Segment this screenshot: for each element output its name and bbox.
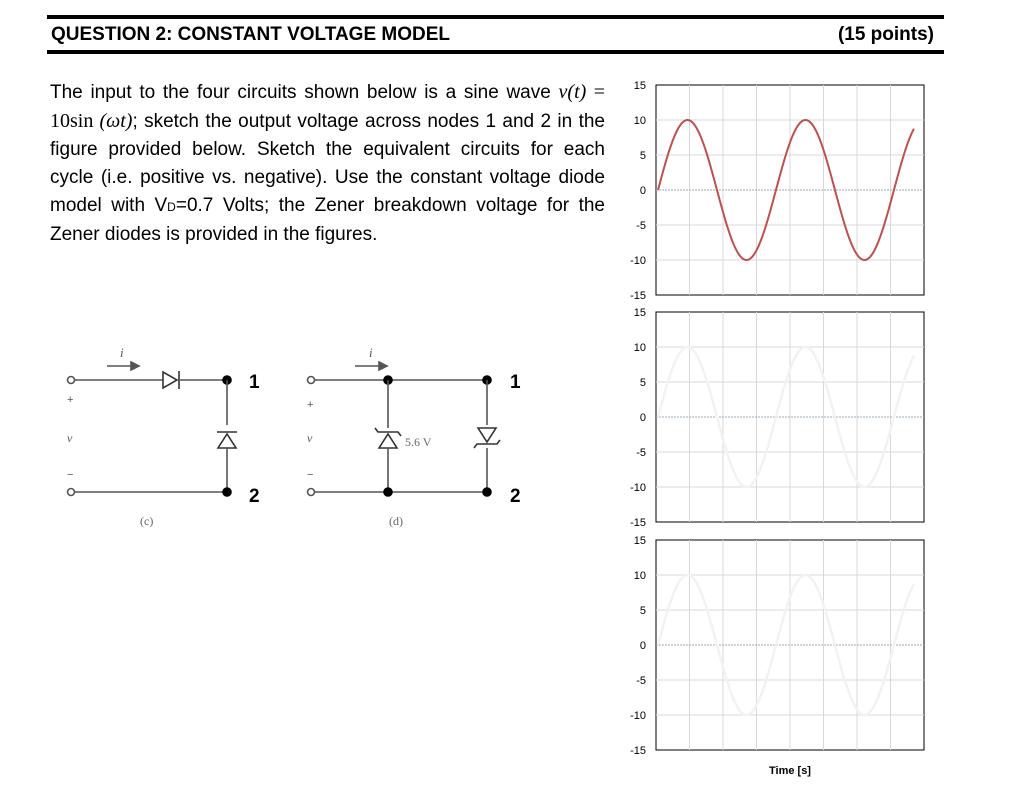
question-body	[50, 78, 605, 249]
y-tick-label: 0	[639, 185, 646, 197]
current-arrowhead	[131, 362, 139, 370]
y-tick-label: -10	[630, 255, 646, 267]
top-rule	[47, 15, 944, 19]
input-terminal-plus-c	[68, 377, 75, 384]
y-tick-label: 10	[633, 115, 646, 127]
circuit-label-d: (d)	[389, 514, 403, 528]
y-tick-label: -15	[630, 745, 646, 757]
vd-subscript: D	[167, 200, 176, 214]
body-text-2: ; sketch the output voltage across nodes 1 and 2 in the figure provided below. Sketch the equivalent circuits for each cycle (i.e. positive vs. negative). Use the constant voltage diode model with V	[50, 111, 605, 216]
x-axis-label: Time [s]	[769, 765, 811, 777]
current-arrowhead	[379, 362, 387, 370]
math-v: v	[558, 81, 568, 103]
node-dot	[384, 488, 392, 496]
source-label-c: v	[67, 431, 73, 445]
y-tick-label: -5	[636, 220, 646, 232]
circuit-d	[308, 362, 501, 496]
y-tick-label: -10	[630, 710, 646, 722]
plus-sign-d: +	[307, 399, 314, 411]
y-tick-label: 15	[633, 80, 646, 92]
circuit-c	[68, 362, 238, 496]
question-points: (15 points)	[837, 24, 934, 45]
question-title: QUESTION 2: CONSTANT VOLTAGE MODEL	[51, 24, 450, 45]
math-equals: =	[586, 81, 605, 103]
y-tick-label: -15	[630, 517, 646, 529]
node-2-label-c: 2	[249, 486, 260, 507]
y-tick-label: 5	[639, 605, 646, 617]
source-label-d: v	[307, 431, 313, 445]
node-dot	[483, 488, 491, 496]
node-1-label-d: 1	[510, 372, 521, 393]
y-tick-label: 5	[639, 150, 646, 162]
y-tick-label: 10	[633, 342, 646, 354]
zener-diode-icon	[379, 434, 397, 448]
node-dot	[223, 488, 231, 496]
circuit-label-c: (c)	[140, 514, 154, 528]
input-terminal-minus-c	[68, 489, 75, 496]
y-tick-label: -10	[630, 482, 646, 494]
circuit-diagrams	[55, 300, 595, 540]
node-2-label-d: 2	[510, 486, 521, 507]
body-text-1: The input to the four circuits shown below is a sine wave	[50, 82, 559, 103]
input-terminal-minus-d	[308, 489, 315, 496]
current-label-c: i	[120, 345, 124, 360]
y-tick-label: -5	[636, 675, 646, 687]
output-sketch-chart-d	[610, 530, 930, 760]
diode-icon	[163, 372, 177, 388]
zener-diode-icon	[478, 428, 496, 442]
y-tick-label: 5	[639, 377, 646, 389]
plus-sign-c: +	[67, 394, 74, 406]
body-text-3: =0.7 Volts; the Zener breakdown voltage for the Zener diodes is provided in the figures.	[50, 195, 605, 245]
math-amp: 10sin	[50, 110, 94, 132]
minus-sign-c: −	[67, 469, 74, 481]
node-1-label-c: 1	[249, 372, 260, 393]
y-tick-label: 10	[633, 570, 646, 582]
math-arg: (ωt)	[93, 110, 133, 132]
input-terminal-plus-d	[308, 377, 315, 384]
output-sketch-chart-c	[610, 302, 930, 532]
input-waveform-chart	[610, 75, 930, 305]
y-tick-label: 15	[633, 535, 646, 547]
y-tick-label: 0	[639, 640, 646, 652]
diode-icon	[218, 434, 236, 448]
math-t: (t)	[567, 81, 587, 103]
minus-sign-d: −	[307, 469, 314, 481]
y-tick-label: 15	[633, 307, 646, 319]
y-tick-label: 0	[639, 412, 646, 424]
y-tick-label: -15	[630, 290, 646, 302]
y-tick-label: -5	[636, 447, 646, 459]
bottom-rule	[47, 50, 944, 54]
current-label-d: i	[369, 345, 373, 360]
zener-voltage-label: 5.6 V	[405, 435, 432, 449]
